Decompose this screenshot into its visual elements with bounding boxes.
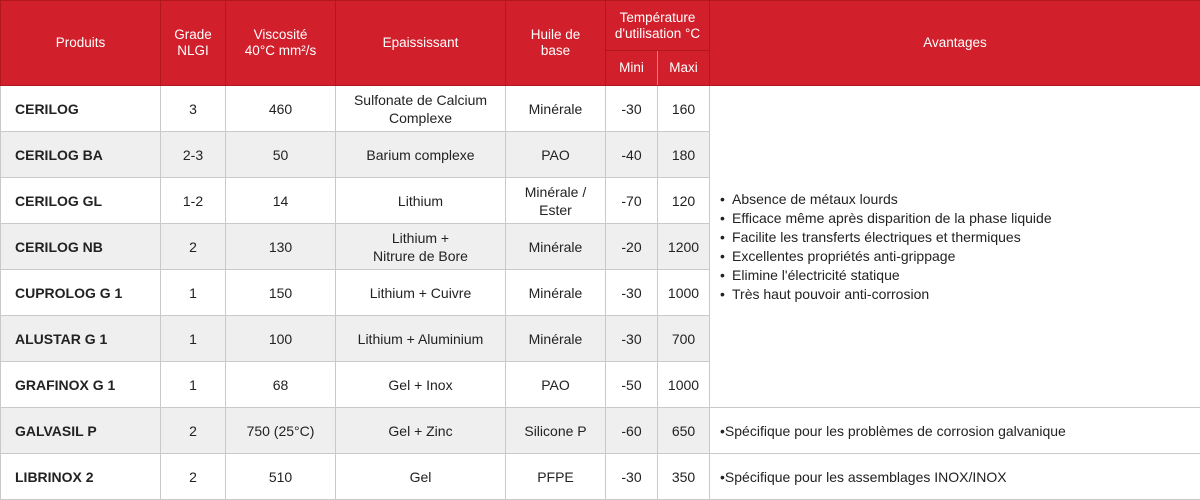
- cell-line: PAO: [510, 376, 601, 394]
- avantage-text: Excellentes propriétés anti-grippage: [732, 248, 955, 264]
- cell-avantages: [710, 408, 1200, 454]
- cell-mini: -30: [606, 270, 658, 316]
- avantage-text: Facilite les transferts électriques et thermiques: [732, 229, 1021, 245]
- avantages-list: [720, 190, 1196, 304]
- cell-huile: [506, 408, 606, 454]
- cell-maxi: 1000: [658, 270, 710, 316]
- header-viscosite: Viscosité 40°C mm²/s: [226, 1, 336, 86]
- table-row: [1, 408, 1200, 454]
- bullet-icon: •: [720, 423, 725, 439]
- cell-epaississant: [336, 178, 506, 224]
- cell-produit: CUPROLOG G 1: [1, 270, 161, 316]
- cell-mini: -70: [606, 178, 658, 224]
- cell-epaississant: [336, 408, 506, 454]
- list-item: [720, 266, 1196, 285]
- cell-viscosite: 130: [226, 224, 336, 270]
- cell-huile: [506, 362, 606, 408]
- cell-avantages-group: [710, 86, 1200, 408]
- header-temperature: Température d'utilisation °C: [606, 1, 710, 51]
- cell-produit: LIBRINOX 2: [1, 454, 161, 500]
- cell-line: Minérale: [510, 284, 601, 302]
- cell-produit: CERILOG BA: [1, 132, 161, 178]
- header-huile: Huile de base: [506, 1, 606, 86]
- avantage-text: Absence de métaux lourds: [732, 191, 898, 207]
- cell-mini: -30: [606, 86, 658, 132]
- cell-produit: GRAFINOX G 1: [1, 362, 161, 408]
- cell-line: Silicone P: [510, 422, 601, 440]
- cell-viscosite: 14: [226, 178, 336, 224]
- list-item: [720, 285, 1196, 304]
- cell-huile: [506, 178, 606, 224]
- cell-viscosite: 50: [226, 132, 336, 178]
- list-item: [720, 228, 1196, 247]
- cell-epaississant: [336, 86, 506, 132]
- cell-maxi: 1000: [658, 362, 710, 408]
- cell-produit: CERILOG NB: [1, 224, 161, 270]
- header-maxi: Maxi: [658, 51, 710, 86]
- table-row: [1, 454, 1200, 500]
- cell-huile: [506, 316, 606, 362]
- cell-maxi: 180: [658, 132, 710, 178]
- cell-line: Barium complexe: [340, 146, 501, 164]
- cell-grade: 1: [161, 270, 226, 316]
- list-item: [720, 247, 1196, 266]
- avantage-text: Spécifique pour les assemblages INOX/INOX: [725, 469, 1007, 485]
- bullet-icon: •: [720, 266, 732, 285]
- cell-viscosite: 460: [226, 86, 336, 132]
- cell-maxi: 160: [658, 86, 710, 132]
- cell-viscosite: 750 (25°C): [226, 408, 336, 454]
- cell-mini: -20: [606, 224, 658, 270]
- cell-mini: -30: [606, 316, 658, 362]
- cell-maxi: 120: [658, 178, 710, 224]
- cell-line: Lithium: [340, 192, 501, 210]
- cell-produit: GALVASIL P: [1, 408, 161, 454]
- cell-maxi: 650: [658, 408, 710, 454]
- cell-line: Gel: [340, 468, 501, 486]
- cell-line: Minérale: [510, 330, 601, 348]
- cell-huile: [506, 86, 606, 132]
- cell-viscosite: 68: [226, 362, 336, 408]
- bullet-icon: •: [720, 209, 732, 228]
- cell-mini: -50: [606, 362, 658, 408]
- cell-produit: CERILOG GL: [1, 178, 161, 224]
- table-row: [1, 86, 1200, 132]
- cell-epaississant: [336, 316, 506, 362]
- cell-epaississant: [336, 454, 506, 500]
- header-grade: Grade NLGI: [161, 1, 226, 86]
- cell-maxi: 700: [658, 316, 710, 362]
- table-body: [1, 86, 1200, 500]
- cell-mini: -60: [606, 408, 658, 454]
- cell-grade: 2: [161, 408, 226, 454]
- cell-huile: [506, 224, 606, 270]
- cell-line: Lithium +: [340, 229, 501, 247]
- cell-huile: [506, 454, 606, 500]
- cell-line: Sulfonate de Calcium: [340, 91, 501, 109]
- header-mini: Mini: [606, 51, 658, 86]
- cell-epaississant: [336, 362, 506, 408]
- cell-line: Lithium + Aluminium: [340, 330, 501, 348]
- bullet-icon: •: [720, 190, 732, 209]
- cell-line: Ester: [510, 201, 601, 219]
- avantage-text: Très haut pouvoir anti-corrosion: [732, 286, 929, 302]
- cell-mini: -30: [606, 454, 658, 500]
- bullet-icon: •: [720, 469, 725, 485]
- list-item: [720, 190, 1196, 209]
- cell-grade: 3: [161, 86, 226, 132]
- cell-line: Lithium + Cuivre: [340, 284, 501, 302]
- cell-grade: 2: [161, 454, 226, 500]
- cell-huile: [506, 132, 606, 178]
- cell-huile: [506, 270, 606, 316]
- bullet-icon: •: [720, 228, 732, 247]
- cell-mini: -40: [606, 132, 658, 178]
- cell-line: Minérale /: [510, 183, 601, 201]
- avantage-text: Elimine l'électricité statique: [732, 267, 900, 283]
- cell-viscosite: 150: [226, 270, 336, 316]
- cell-viscosite: 510: [226, 454, 336, 500]
- list-item: [720, 209, 1196, 228]
- cell-line: Minérale: [510, 100, 601, 118]
- cell-avantages: [710, 454, 1200, 500]
- cell-epaississant: [336, 270, 506, 316]
- cell-line: Gel + Inox: [340, 376, 501, 394]
- cell-line: Minérale: [510, 238, 601, 256]
- cell-line: Complexe: [340, 109, 501, 127]
- cell-maxi: 350: [658, 454, 710, 500]
- bullet-icon: •: [720, 285, 732, 304]
- cell-line: PFPE: [510, 468, 601, 486]
- cell-grade: 1-2: [161, 178, 226, 224]
- cell-line: Nitrure de Bore: [340, 247, 501, 265]
- cell-grade: 2: [161, 224, 226, 270]
- avantage-text: Spécifique pour les problèmes de corrosion galvanique: [725, 423, 1066, 439]
- cell-line: PAO: [510, 146, 601, 164]
- header-avantages: Avantages: [710, 1, 1200, 86]
- cell-grade: 1: [161, 316, 226, 362]
- cell-epaississant: [336, 132, 506, 178]
- header-epaississant: Epaississant: [336, 1, 506, 86]
- bullet-icon: •: [720, 247, 732, 266]
- cell-produit: CERILOG: [1, 86, 161, 132]
- cell-grade: 1: [161, 362, 226, 408]
- cell-viscosite: 100: [226, 316, 336, 362]
- cell-epaississant: [336, 224, 506, 270]
- cell-grade: 2-3: [161, 132, 226, 178]
- header-produits: Produits: [1, 1, 161, 86]
- cell-line: Gel + Zinc: [340, 422, 501, 440]
- cell-produit: ALUSTAR G 1: [1, 316, 161, 362]
- cell-maxi: 1200: [658, 224, 710, 270]
- avantage-text: Efficace même après disparition de la phase liquide: [732, 210, 1052, 226]
